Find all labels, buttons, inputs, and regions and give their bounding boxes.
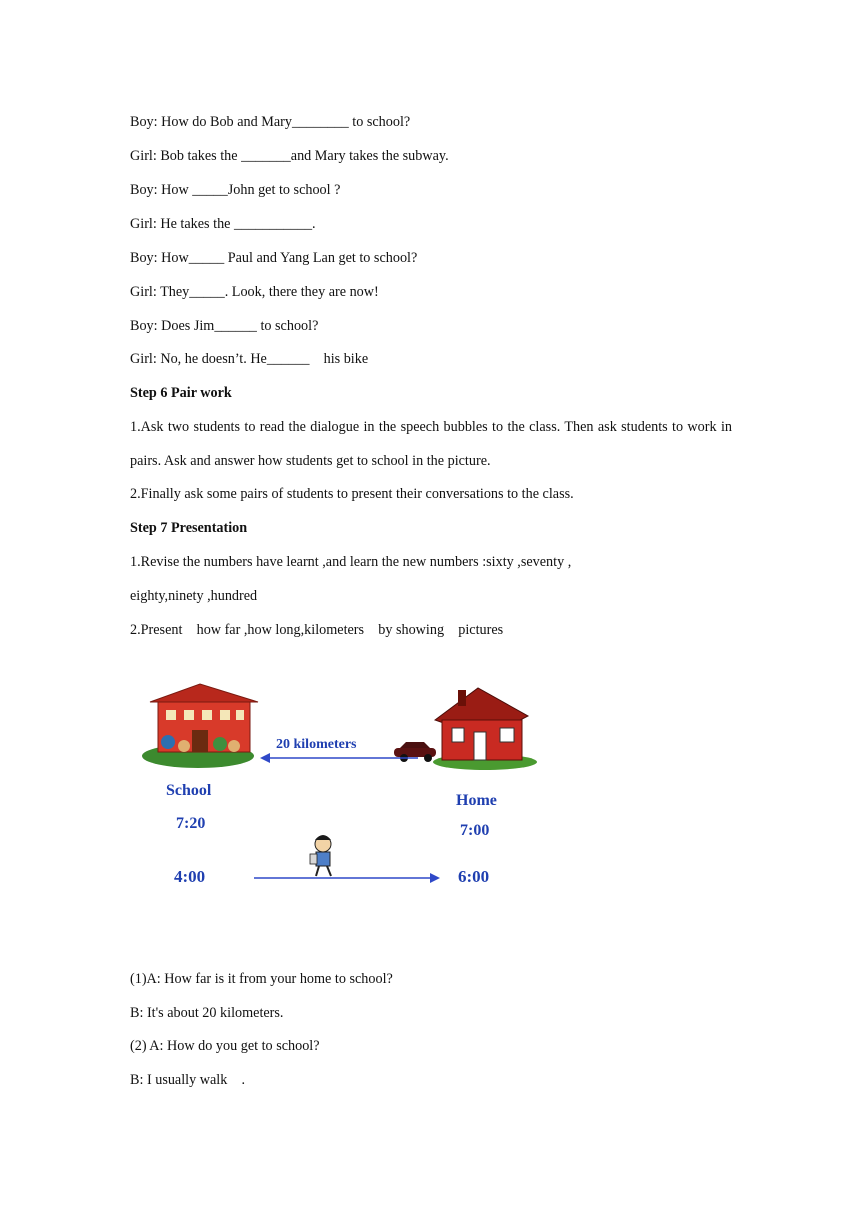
step7-item1-line2: eighty,ninety ,hundred — [130, 588, 258, 604]
step7-item2: 2.Present how far ,how long,kilometers by showing pictures — [130, 622, 504, 638]
dialogue-line-8: Girl: No, he doesn’t. He______ his bike — [130, 351, 369, 367]
dialogue-line-3: Boy: How _____John get to school ? — [130, 182, 341, 198]
dialogue-line-7: Boy: Does Jim______ to school? — [130, 318, 319, 334]
example-line-2: B: It's about 20 kilometers. — [130, 1005, 284, 1021]
right-time: 6:00 — [458, 867, 490, 886]
step7-heading: Step 7 Presentation — [130, 520, 248, 536]
distance-label: 20 kilometers — [276, 737, 357, 752]
step7-item1-line1: 1.Revise the numbers have learnt ,and learn the new numbers :sixty ,seventy , — [130, 554, 572, 570]
example-line-1: (1)A: How far is it from your home to school? — [130, 971, 393, 987]
dialogue-line-4: Girl: He takes the ___________. — [130, 216, 316, 232]
left-time: 4:00 — [174, 867, 206, 886]
walking-arrow — [254, 873, 440, 883]
example-line-3: (2) A: How do you get to school? — [130, 1038, 320, 1054]
school-building-icon — [142, 684, 258, 768]
dialogue-line-1: Boy: How do Bob and Mary________ to school? — [130, 114, 411, 130]
walking-boy-icon — [310, 835, 331, 876]
distance-time-illustration — [140, 680, 540, 905]
car-icon — [394, 742, 436, 762]
step6-item2: 2.Finally ask some pairs of students to present their conversations to the class. — [130, 486, 574, 502]
example-line-4: B: I usually walk . — [130, 1072, 246, 1088]
step6-heading: Step 6 Pair work — [130, 385, 232, 401]
dialogue-line-6: Girl: They_____. Look, there they are now! — [130, 284, 379, 300]
distance-time-figure — [140, 680, 540, 905]
school-label: School — [166, 782, 212, 799]
home-house-icon — [433, 688, 537, 770]
step6-item1: 1.Ask two students to read the dialogue in the speech bubbles to the class. Then ask students to work in pairs. Ask and answer how students get to school in the picture. — [130, 419, 732, 469]
home-label: Home — [456, 792, 497, 809]
home-time: 7:00 — [460, 822, 490, 839]
dialogue-line-5: Boy: How_____ Paul and Yang Lan get to school? — [130, 250, 418, 266]
school-time: 7:20 — [176, 815, 206, 832]
dialogue-line-2: Girl: Bob takes the _______and Mary takes the subway. — [130, 148, 449, 164]
